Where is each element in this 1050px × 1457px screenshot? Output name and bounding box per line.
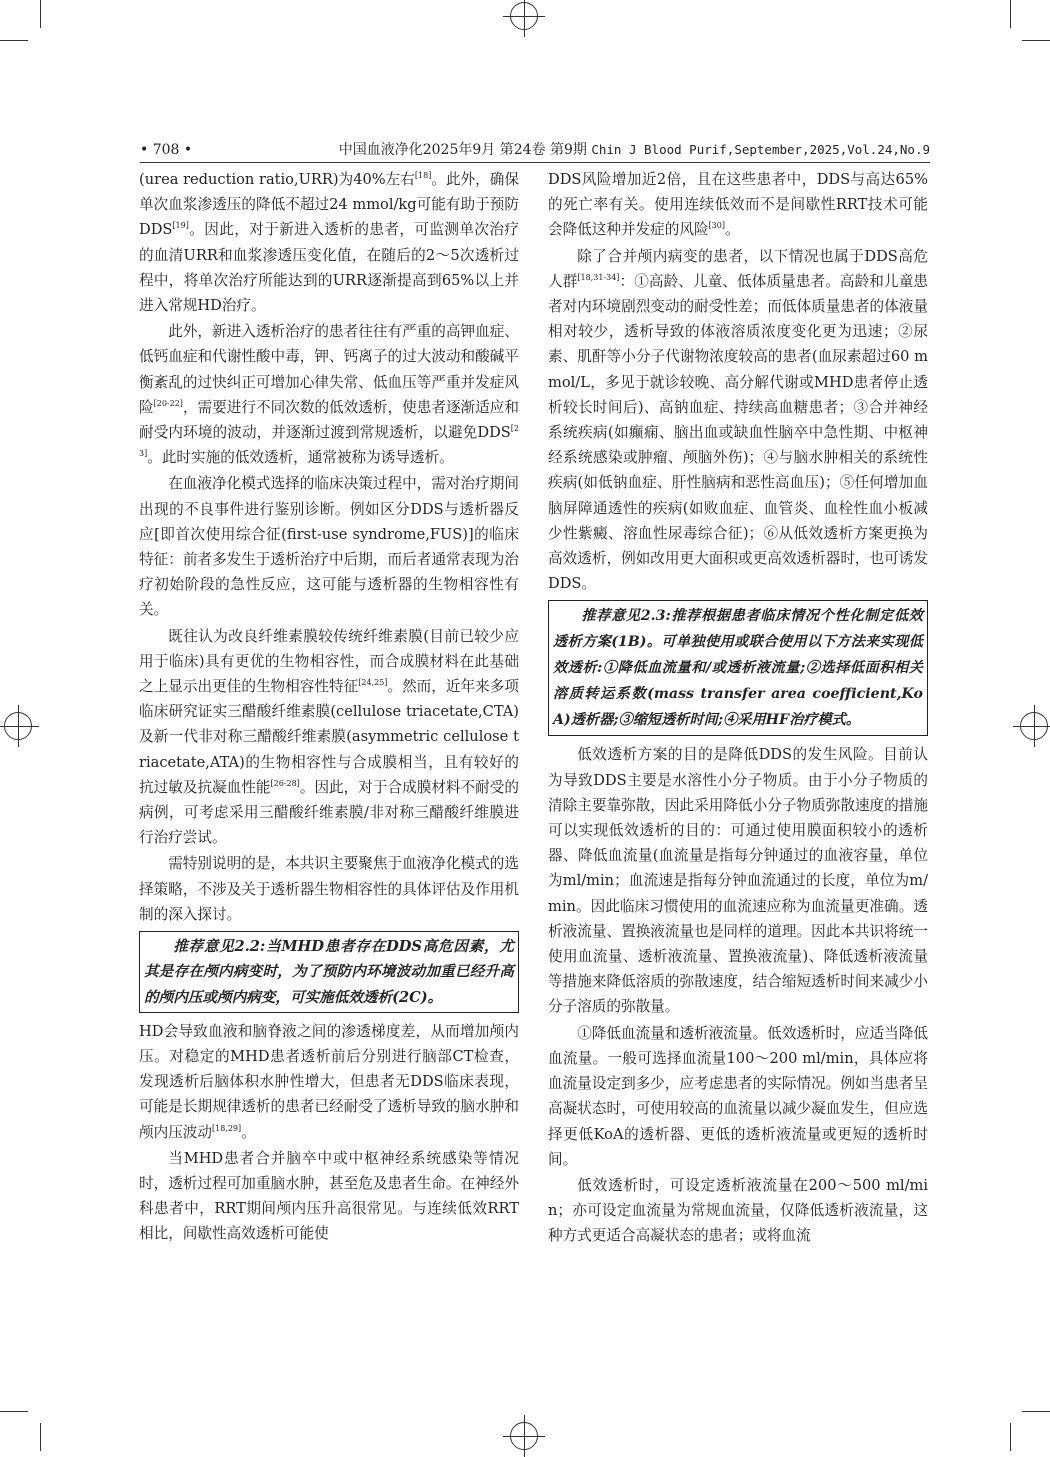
citation: [20-22] bbox=[153, 398, 183, 408]
recommendation-box bbox=[139, 931, 519, 1013]
crop-mark bbox=[0, 1411, 28, 1412]
citation: [18] bbox=[414, 171, 432, 180]
crop-mark bbox=[1010, 1423, 1011, 1451]
recommendation-2-3: 推荐意见2.3:推荐根据患者临床情况个性化制定低效透析方案(1B)。可单独使用或联合使用以下方法来实现低效透析:①降低血流量和/或透析液流量;②选择低面积相关溶质转运系数(mass transfer area coefficient,KoA)透析器;③缩短透析时间;④采用HF治疗模式。 bbox=[553, 608, 923, 729]
paragraph: HD会导致血液和脑脊液之间的渗透梯度差，从而增加颅内压。对稳定的MHD患者透析前后分别进行脑部CT检查，发现透析后脑体积水肿性增大，但患者无DDS临床表现，可能是长期规律透析的患者已经耐受了透析导致的脑水肿和颅内压波动[18,29]。 bbox=[139, 1022, 519, 1141]
paragraph: ①降低血流量和透析液流量。低效透析时，应适当降低血流量。一般可选择血流量100～200 ml/min，具体应将血流量设定到多少，应考虑患者的实际情况。例如当患者呈高凝状态时，可使用较高的血流量以减少凝血发生，但应选择更低KoA的透析器、更低的透析液流量或更短的透析时间。 bbox=[548, 1024, 928, 1168]
left-column bbox=[139, 167, 519, 1247]
journal-title-en: Chin J Blood Purif,September,2025,Vol.24,No.9 bbox=[591, 142, 930, 157]
citation: [23] bbox=[139, 424, 519, 459]
paragraph: DDS风险增加近2倍，且在这些患者中，DDS与高达65%的死亡率有关。使用连续低效而不是间歇性RRT技术可能会降低这种并发症的风险[30]。 bbox=[548, 171, 928, 239]
paragraph: 除了合并颅内病变的患者，以下情况也属于DDS高危人群[18,31-34]：①高龄、儿童、低体质量患者。高龄和儿童患者对内环境剧烈变动的耐受性差；而低体质量患者的体液量相对较少，透析导致的体液溶质浓度变化更为迅速；②尿素、肌酐等小分子代谢物浓度较高的患者(血尿素超过60 mmol/L，多见于就诊较晚、高分解代谢或MHD患者停止透析较长时间后)、高钠血症、持续高血糖患者；③合并神经系统疾病(如癫痫、脑出血或缺血性脑卒中急性期、中枢神经系统感染或肿瘤、颅脑外伤)；④与脑水肿相关的系统性疾病(如低钠血症、肝性脑病和恶性高血压)；⑤任何增加血脑屏障通透性的疾病(如败血症、血管炎、血栓性血小板减少性紫癜、溶血性尿毒综合征)；⑥从低效透析方案更换为高效透析，例如改用更大面积或更高效透析器时，也可诱发DDS。 bbox=[548, 247, 928, 593]
crop-mark bbox=[1010, 0, 1011, 28]
journal-title-cn: 中国血液净化2025年9月 第24卷 第9期 bbox=[338, 142, 587, 158]
citation: [24,25] bbox=[358, 678, 388, 688]
crop-mark bbox=[40, 1423, 41, 1451]
recommendation-2-2: 推荐意见2.2:当MHD患者存在DDS高危因素，尤其是存在颅内病变时，为了预防内环境波动加重已经升高的颅内压或颅内病变，可实施低效透析(2C)。 bbox=[144, 938, 514, 1006]
citation: [18,31-34] bbox=[577, 272, 620, 282]
citation: [19] bbox=[172, 221, 189, 231]
running-header bbox=[140, 140, 930, 163]
paragraph: 当MHD患者合并脑卒中或中枢神经系统感染等情况时，透析过程可加重脑水肿，甚至危及患者生命。在神经外科患者中，RRT期间颅内压升高很常见。与连续低效RRT相比，间歇性高效透析可能使 bbox=[139, 1149, 519, 1243]
paragraph: 需特别说明的是，本共识主要聚焦于血液净化模式的选择策略，不涉及关于透析器生物相容性的具体评估及作用机制的深入探讨。 bbox=[139, 855, 519, 923]
registration-mark-icon bbox=[510, 1422, 538, 1450]
paragraph: 低效透析方案的目的是降低DDS的发生风险。目前认为导致DDS主要是水溶性小分子物质。由于小分子物质的清除主要靠弥散，因此采用降低小分子物质弥散速度的措施可以实现低效透析的目的：可通过使用膜面积较小的透析器、降低血流量(血流量是指每分钟通过的血液容量，单位为ml/min；血流速是指每分钟血流通过的长度，单位为m/min。因此临床习惯使用的血流速应称为血流量更准确。透析液流量、置换液流量也是同样的道理。因此本共识将统一使用血流量、透析液流量、置换液流量)、降低透析液流量等措施来降低溶质的弥散速度，结合缩短透析时间来减少小分子溶质的弥散量。 bbox=[548, 746, 928, 1016]
citation: [26-28] bbox=[270, 778, 300, 788]
registration-mark-icon bbox=[510, 2, 538, 30]
page-number: • 708 • bbox=[140, 142, 193, 158]
paragraph: 低效透析时，可设定透析液流量在200～500 ml/min；亦可设定血流量为常规血流量，仅降低透析液流量，这种方式更适合高凝状态的患者；或将血流 bbox=[548, 1176, 928, 1245]
registration-mark-icon bbox=[4, 712, 32, 740]
paragraph: 此外，新进入透析治疗的患者往往有严重的高钾血症、低钙血症和代谢性酸中毒，钾、钙离子的过大波动和酸碱平衡紊乱的过快纠正可增加心律失常、低血压等严重并发症风险[20-22]，需要进行不同次数的低效透析，使患者逐渐适应和耐受内环境的波动，并逐渐过渡到常规透析，以避免DDS[23]。此时实施的低效透析，通常被称为诱导透析。 bbox=[139, 323, 519, 467]
crop-mark bbox=[0, 40, 28, 41]
paragraph: 在血液净化模式选择的临床决策过程中，需对治疗期间出现的不良事件进行鉴别诊断。例如区分DDS与透析器反应[即首次使用综合征(first-use syndrome,FUS)]的临床特征：前者多发生于透析治疗中后期，而后者通常表现为治疗初始阶段的急性反应，这可能与透析器的生物相容性有关。 bbox=[139, 475, 519, 619]
recommendation-box bbox=[548, 600, 928, 736]
paragraph: 既往认为改良纤维素膜较传统纤维素膜(目前已较少应用于临床)具有更优的生物相容性，而合成膜材料在此基础之上显示出更佳的生物相容性特征[24,25]。然而，近年来多项临床研究证实三醋酸纤维素膜(cellulose triacetate,CTA)及新一代非对称三醋酸纤维素膜(asymmetric cellulose triacetate,ATA)的生物相容性与合成膜相当，且有较好的抗过敏及抗凝血性能[26-28]。因此，对于合成膜材料不耐受的病例，可考虑采用三醋酸纤维素膜/非对称三醋酸纤维膜进行治疗尝试。 bbox=[139, 627, 519, 847]
crop-mark bbox=[40, 0, 41, 28]
crop-mark bbox=[1022, 40, 1050, 41]
crop-mark bbox=[1022, 1411, 1050, 1412]
registration-mark-icon bbox=[1020, 712, 1048, 740]
paragraph: (urea reduction ratio,URR)为40%左右[18]。此外，确保单次血浆渗透压的降低不超过24 mmol/kg可能有助于预防DDS[19]。因此，对于新进入透析的患者，可监测单次治疗的血清URR和血浆渗透压变化值，在随后的2～5次透析过程中，将单次治疗所能达到的URR逐渐提高到65%以上并进入常规HD治疗。 bbox=[139, 171, 519, 315]
journal-citation bbox=[339, 140, 930, 160]
citation: [30] bbox=[708, 221, 725, 231]
right-column bbox=[548, 167, 928, 1249]
citation: [18,29] bbox=[211, 1123, 242, 1133]
